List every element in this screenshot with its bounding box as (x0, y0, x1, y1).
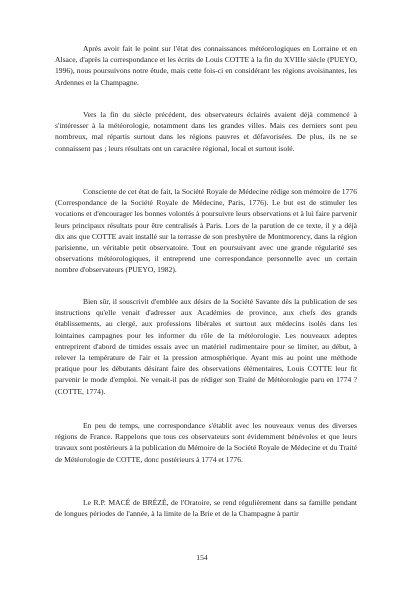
paragraph-5: En peu de temps, une correspondance s'établit avec les nouveaux venus des diverses régions de France. Rappelons que tous ces observateurs sont évidemment bénévoles et que leurs travaux sont postérieurs à la publication du Mémoire de la Société Royale de Médecine et du Traité de Météorologie de COTTE, donc postérieurs à 1774 et 1776. (55, 421, 357, 464)
paragraph-3: Consciente de cet état de fait, la Société Royale de Médecine rédige son mémoire de 1776 (Correspondance de la Société Royale de Médecine, Paris, 1776). Le but est de stimuler les vocations et d'encourager les bonnes volontés à poursuivre leurs observations et à lui faire parvenir leurs principaux résultats pour être centralisés à Paris. Lors de la parution de ce texte, il y a déjà dix ans que COTTE avait installé sur la terrasse de son presbytère de Montmorency, dans la région parisienne, un véritable petit observatoire. Tout en poursuivant avec une grande régularité ses observations météorologiques, il entreprend une correspondance personnelle avec un certain nombre d'observateurs (PUEYO, 1982). (55, 187, 357, 275)
paragraph-4: Bien sûr, il souscrivit d'emblée aux désirs de la Société Savante dès la publication de ses instructions qu'elle venait d'adresser aux Académies de province, aux chefs des grands établissements, au clergé, aux professions libérales et surtout aux médecins isolés dans les lointaines campagnes pour les informer du rôle de la météorologie. Les nouveaux adeptes entreprirent d'abord de timides essais avec un matériel rudimentaire pour se limiter, au début, à relever la température de l'air et la pression atmosphérique. Ayant mis au point une méthode pratique pour les débutants désirant faire des observations élémentaires, Louis COTTE leur fit parvenir le mode d'emploi. Ne venait-il pas de rédiger son Traité de Météorologie paru en 1774 ? (COTTE, 1774). (55, 297, 357, 396)
paragraph-2: Vers la fin du siècle précédent, des observateurs éclairés avaient déjà commencé à s'intéresser à la météorologie, notamment dans les grandes villes. Mais ces derniers sont peu nombreux, mal répartis surtout dans les régions pauvres et défavorisées. De plus, ils ne se connaissent pas ; leurs résultats ont un caractère régional, local et surtout isolé. (55, 110, 357, 153)
paragraph-6: Le R.P. MACÉ de BRÉZÉ, de l'Oratoire, se rend régulièrement dans sa famille pendant de longues périodes de l'année, à la limite de la Brie et de la Champagne à partir (55, 498, 357, 519)
paragraph-1: Après avoir fait le point sur l'état des connaissances météorologiques en Lorraine et en Alsace, d'après la correspondance et les écrits de Louis COTTE à la fin du XVIIIe siècle (PUEYO, 1996), nous poursuivons notre étude, mais cette fois-ci en considérant les régions avoisinantes, les Ardennes et la Champagne. (55, 44, 357, 87)
page-number: 154 (196, 553, 208, 562)
